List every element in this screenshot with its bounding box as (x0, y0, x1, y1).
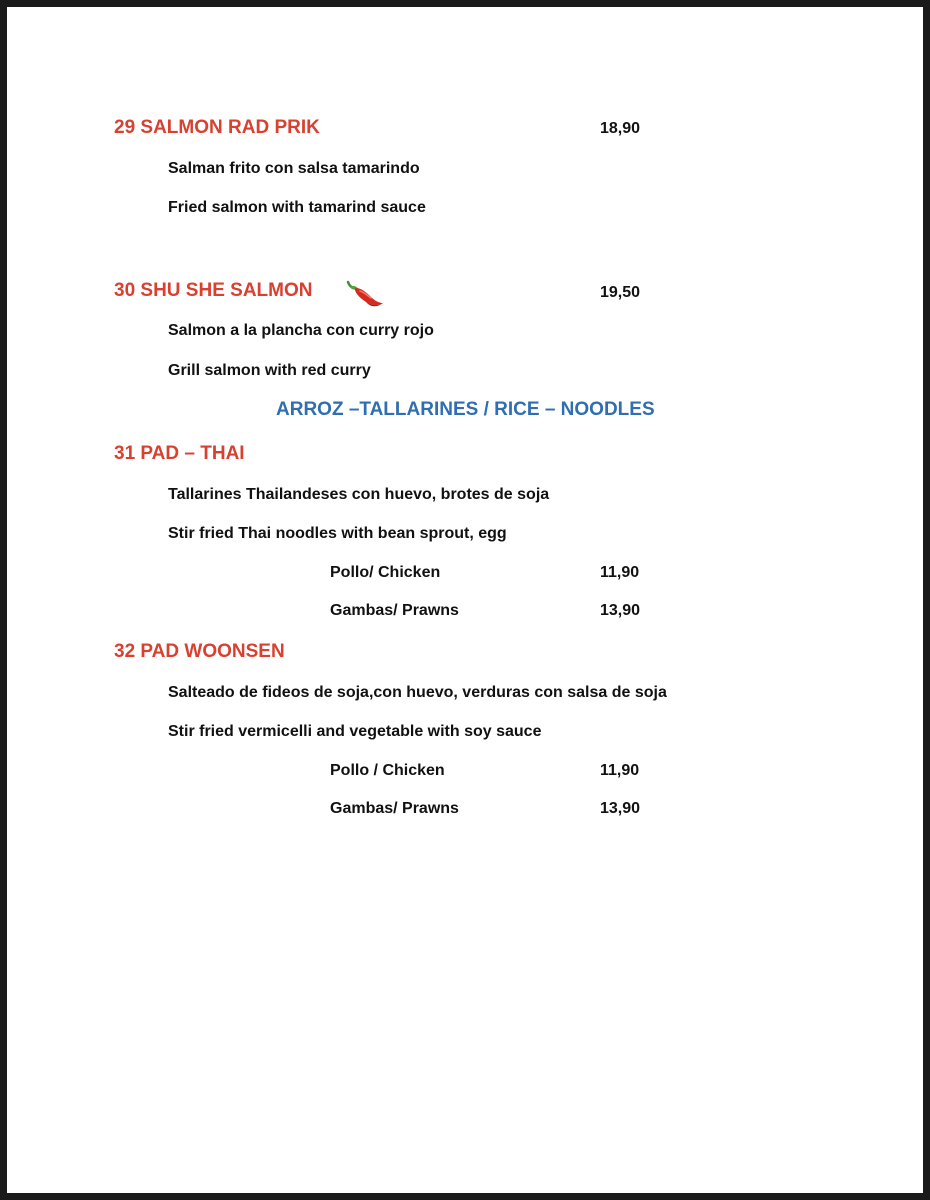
dish-31-description-es: Tallarines Thailandeses con huevo, brotes de soja (168, 486, 550, 503)
dish-30-description-en: Grill salmon with red curry (168, 362, 371, 379)
dish-31-option-label: Gambas/ Prawns (330, 602, 459, 619)
chili-pepper-icon (339, 276, 385, 310)
dish-29-title: 29 SALMON RAD PRIK (114, 117, 320, 138)
dish-32-option-price: 11,90 (600, 762, 640, 779)
menu-page (7, 7, 923, 1193)
dish-31-option-label: Pollo/ Chicken (330, 564, 441, 581)
dish-29-description-en: Fried salmon with tamarind sauce (168, 199, 426, 216)
dish-29-price: 18,90 (600, 120, 641, 137)
dish-30-title: 30 SHU SHE SALMON (114, 280, 313, 301)
dish-32-option-label: Gambas/ Prawns (330, 800, 459, 817)
dish-31-option-price: 13,90 (600, 602, 641, 619)
dish-31-option-price: 11,90 (600, 564, 640, 581)
dish-29-description-es: Salman frito con salsa tamarindo (168, 160, 420, 177)
dish-32-title: 32 PAD WOONSEN (114, 641, 285, 662)
dish-30-price: 19,50 (600, 284, 641, 301)
dish-31-title: 31 PAD – THAI (114, 443, 245, 464)
dish-32-option-price: 13,90 (600, 800, 641, 817)
dish-32-description-es: Salteado de fideos de soja,con huevo, verduras con salsa de soja (168, 684, 667, 701)
dish-32-description-en: Stir fried vermicelli and vegetable with soy sauce (168, 723, 542, 740)
section-heading-rice-noodles: ARROZ –TALLARINES / RICE – NOODLES (276, 399, 655, 420)
dish-32-option-label: Pollo / Chicken (330, 762, 445, 779)
dish-30-description-es: Salmon a la plancha con curry rojo (168, 322, 434, 339)
dish-31-description-en: Stir fried Thai noodles with bean sprout, egg (168, 525, 507, 542)
